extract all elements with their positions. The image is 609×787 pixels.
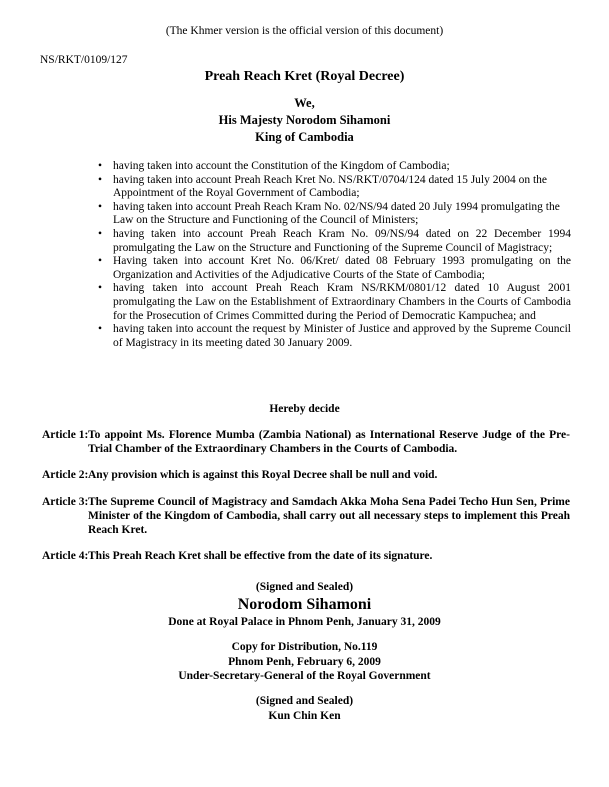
recitals-list xyxy=(98,160,571,350)
bullet-icon: • xyxy=(98,282,103,295)
article-text: The Supreme Council of Magistracy and Samdach Akka Moha Sena Padei Techo Hun Sen, Prime Minister of the Kingdom of Cambodia, shall carry out all necessary steps to implement this Preah Reach Kret. xyxy=(88,495,570,537)
article-label: Article 1: xyxy=(42,429,89,441)
recital-item xyxy=(98,228,571,255)
royal-we-line: We, xyxy=(294,96,315,110)
document-reference-number: NS/RKT/0109/127 xyxy=(40,54,128,66)
article-text: Any provision which is against this Royal Decree shall be null and void. xyxy=(88,469,438,482)
hereby-decide-heading: Hereby decide xyxy=(269,403,340,415)
recital-item xyxy=(98,160,571,174)
recital-item xyxy=(98,201,571,228)
article-item xyxy=(42,495,570,538)
royal-king-line: King of Cambodia xyxy=(255,130,354,144)
bullet-icon: • xyxy=(98,323,103,336)
distribution-block xyxy=(0,640,609,684)
article-item xyxy=(42,549,570,563)
recital-item xyxy=(98,282,571,323)
recital-item xyxy=(98,255,571,282)
secretary-signatory-name: Kun Chin Ken xyxy=(268,709,341,722)
secretary-signed-sealed-label: (Signed and Sealed) xyxy=(255,695,354,707)
distribution-place-date: Phnom Penh, February 6, 2009 xyxy=(228,655,381,668)
article-text: This Preah Reach Kret shall be effective from the date of its signature. xyxy=(88,550,433,563)
distribution-copy-number: Copy for Distribution, No.119 xyxy=(231,641,378,653)
khmer-version-note: (The Khmer version is the official version of this document) xyxy=(165,25,444,37)
bullet-icon: • xyxy=(98,173,103,186)
royal-styling-block xyxy=(0,95,609,146)
recital-item xyxy=(98,323,571,350)
article-label: Article 4: xyxy=(42,550,89,563)
recital-text: having taken into account Preah Reach Kram NS/RKM/0801/12 dated 10 August 2001 promulgating the Law on the Establishment of Extraordinary Chambers in the Courts of Cambodia for the Prosecution of Crimes Committed during the Period of Democratic Kampuchea; and xyxy=(113,282,571,322)
secretary-signature-block xyxy=(0,694,609,723)
article-label: Article 2: xyxy=(42,469,89,482)
recital-text: having taken into account the request by Minister of Justice and approved by the Supreme Council of Magistracy in its meeting dated 30 January 2009. xyxy=(113,323,571,349)
articles-list xyxy=(42,428,570,575)
recital-text: having taken into account Preah Reach Kret No. NS/RKT/0704/124 dated 15 July 2004 on the Appointment of the Royal Government of Cambodia; xyxy=(113,173,548,200)
royal-place-date: Done at Royal Palace in Phnom Penh, January 31, 2009 xyxy=(168,615,441,628)
recital-text: having taken into account the Constitution of the Kingdom of Cambodia; xyxy=(113,160,450,172)
document-title: Preah Reach Kret (Royal Decree) xyxy=(204,69,405,84)
bullet-icon: • xyxy=(98,200,103,213)
recital-text: Having taken into account Kret No. 06/Kret/ dated 08 February 1993 promulgating on the Organization and Activities of the Adjudicative Courts of the State of Cambodia; xyxy=(113,255,571,281)
bullet-icon: • xyxy=(98,160,103,172)
recital-item xyxy=(98,174,571,201)
recital-text: having taken into account Preah Reach Kram No. 09/NS/94 dated on 22 December 1994 promulgating the Law on the Structure and Functioning of the Supreme Council of Magistracy; xyxy=(113,227,571,254)
bullet-icon: • xyxy=(98,227,103,240)
royal-majesty-line: His Majesty Norodom Sihamoni xyxy=(218,113,391,127)
royal-signatory-name: Norodom Sihamoni xyxy=(237,595,372,613)
distribution-office: Under-Secretary-General of the Royal Government xyxy=(178,670,431,682)
article-text: To appoint Ms. Florence Mumba (Zambia National) as International Reserve Judge of the Pre-Trial Chamber of the Extraordinary Chambers in the Courts of Cambodia. xyxy=(88,429,570,456)
recital-text: having taken into account Preah Reach Kram No. 02/NS/94 dated 20 July 1994 promulgating the Law on the Structure and Functioning of the Council of Ministers; xyxy=(113,200,560,227)
bullet-icon: • xyxy=(98,255,103,268)
royal-signed-sealed-label: (Signed and Sealed) xyxy=(255,581,354,593)
article-item xyxy=(42,428,570,456)
royal-signature-block xyxy=(0,580,609,629)
article-item xyxy=(42,468,570,482)
article-label: Article 3: xyxy=(42,495,89,508)
